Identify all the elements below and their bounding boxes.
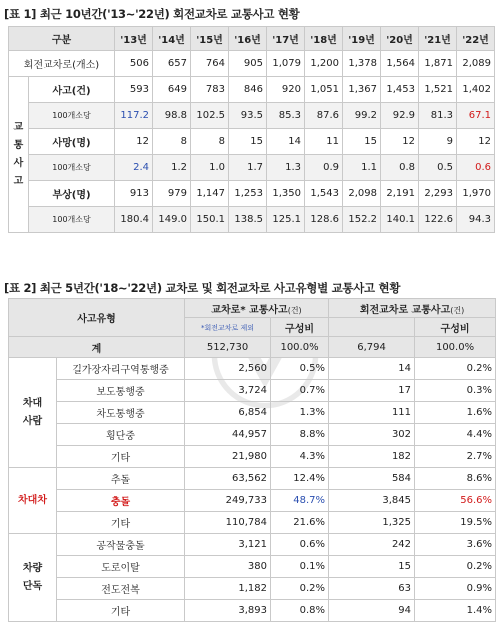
- group-label-line: 차량: [22, 562, 43, 574]
- accident-type-table: [8, 298, 496, 622]
- roundabout-count-cell: 764: [191, 51, 229, 77]
- intersection-share-cell: 48.7%: [271, 490, 329, 512]
- table2-header-row-1: [9, 299, 496, 318]
- group-label: [9, 534, 57, 622]
- intersection-count-cell: 249,733: [185, 490, 271, 512]
- group-label-char: 고: [13, 175, 24, 187]
- intersection-share-cell: 12.4%: [271, 468, 329, 490]
- type-cell: 공작물충돌: [57, 534, 185, 556]
- roundabout-count-cell: 1,564: [381, 51, 419, 77]
- roundabout-count-cell: 905: [229, 51, 267, 77]
- intersection-header-text: 교차로* 교통사고: [211, 304, 288, 316]
- roundabout-count-cell: 111: [329, 402, 415, 424]
- accident-type-row: [9, 534, 496, 556]
- group-label-char: 교: [13, 121, 24, 133]
- intersection-count-cell: 110,784: [185, 512, 271, 534]
- accident-type-row: [9, 468, 496, 490]
- year-header: '16년: [229, 27, 267, 51]
- injuries-cell: 979: [153, 181, 191, 207]
- injuries-per100-cell: 138.5: [229, 207, 267, 233]
- injuries-cell: 1,350: [267, 181, 305, 207]
- deaths-per100-cell: 1.1: [343, 155, 381, 181]
- deaths-cell: 15: [229, 129, 267, 155]
- injuries-per100-cell: 152.2: [343, 207, 381, 233]
- accident-type-row: [9, 556, 496, 578]
- intersection-unit: (건): [287, 305, 302, 315]
- intersection-note-text: *회전교차로 제외: [200, 323, 255, 332]
- roundabout-count-cell: 182: [329, 446, 415, 468]
- type-cell: 길가장자리구역통행중: [57, 358, 185, 380]
- accidents-per100-cell: 81.3: [419, 103, 457, 129]
- injuries-cell: 1,543: [305, 181, 343, 207]
- roundabout-share-cell: 4.4%: [415, 424, 496, 446]
- roundabout-share-header: 구성비: [415, 318, 496, 337]
- intersection-note: [185, 318, 271, 337]
- accidents-cell: 1,521: [419, 77, 457, 103]
- accidents-cell: 783: [191, 77, 229, 103]
- year-header: '21년: [419, 27, 457, 51]
- accidents-row: [9, 77, 495, 103]
- deaths-per100-row: [9, 155, 495, 181]
- intersection-share-cell: 0.7%: [271, 380, 329, 402]
- intersection-count-cell: 2,560: [185, 358, 271, 380]
- roundabout-share-cell: 1.4%: [415, 600, 496, 622]
- deaths-cell: 11: [305, 129, 343, 155]
- injuries-per100-label: 100개소당: [29, 207, 115, 233]
- accidents-per100-cell: 67.1: [457, 103, 495, 129]
- intersection-header: [185, 299, 329, 318]
- header-label: 구분: [9, 27, 115, 51]
- injuries-cell: 1,970: [457, 181, 495, 207]
- deaths-per100-cell: 1.0: [191, 155, 229, 181]
- type-cell: 횡단중: [57, 424, 185, 446]
- roundabout-count-cell: 1,325: [329, 512, 415, 534]
- type-cell: 기타: [57, 446, 185, 468]
- injuries-cell: 2,098: [343, 181, 381, 207]
- accidents-per100-cell: 98.8: [153, 103, 191, 129]
- accidents-per100-label: 100개소당: [29, 103, 115, 129]
- traffic-accident-group-label: [9, 77, 29, 233]
- accident-type-row: [9, 446, 496, 468]
- accidents-cell: 1,367: [343, 77, 381, 103]
- table1-title: [표 1] 최근 10년간('13~'22년) 회전교차로 교통사고 현황: [4, 7, 300, 21]
- deaths-per100-cell: 1.2: [153, 155, 191, 181]
- accident-type-row: [9, 358, 496, 380]
- accidents-per100-cell: 87.6: [305, 103, 343, 129]
- group-label-line: 차대: [22, 397, 43, 409]
- roundabout-share-cell: 1.6%: [415, 402, 496, 424]
- intersection-count-cell: 1,182: [185, 578, 271, 600]
- accidents-cell: 920: [267, 77, 305, 103]
- total-rnd-share: 100.0%: [415, 337, 496, 358]
- roundabout-count-cell: 17: [329, 380, 415, 402]
- deaths-cell: 12: [381, 129, 419, 155]
- deaths-per100-cell: 0.6: [457, 155, 495, 181]
- accident-type-row: [9, 578, 496, 600]
- accidents-cell: 1,402: [457, 77, 495, 103]
- roundabout-share-cell: 0.2%: [415, 358, 496, 380]
- injuries-cell: 2,191: [381, 181, 419, 207]
- intersection-share-cell: 0.6%: [271, 534, 329, 556]
- intersection-count-cell: 6,854: [185, 402, 271, 424]
- year-header: '18년: [305, 27, 343, 51]
- roundabout-count-subheader: [329, 318, 415, 337]
- total-int-count: 512,730: [185, 337, 271, 358]
- intersection-count-cell: 380: [185, 556, 271, 578]
- injuries-per100-cell: 180.4: [115, 207, 153, 233]
- roundabout-count-cell: 3,845: [329, 490, 415, 512]
- year-header: '22년: [457, 27, 495, 51]
- intersection-share-header: 구성비: [271, 318, 329, 337]
- deaths-row: [9, 129, 495, 155]
- intersection-share-cell: 0.5%: [271, 358, 329, 380]
- accident-type-row: [9, 424, 496, 446]
- intersection-count-cell: 63,562: [185, 468, 271, 490]
- accidents-per100-cell: 102.5: [191, 103, 229, 129]
- year-header: '14년: [153, 27, 191, 51]
- accident-type-row: [9, 490, 496, 512]
- intersection-count-cell: 21,980: [185, 446, 271, 468]
- type-cell: 기타: [57, 600, 185, 622]
- injuries-per100-cell: 128.6: [305, 207, 343, 233]
- year-header: '20년: [381, 27, 419, 51]
- deaths-cell: 12: [457, 129, 495, 155]
- roundabout-count-cell: 63: [329, 578, 415, 600]
- accidents-per100-cell: 117.2: [115, 103, 153, 129]
- intersection-count-cell: 3,724: [185, 380, 271, 402]
- intersection-share-cell: 0.2%: [271, 578, 329, 600]
- deaths-per100-cell: 1.3: [267, 155, 305, 181]
- injuries-per100-cell: 140.1: [381, 207, 419, 233]
- accidents-cell: 846: [229, 77, 267, 103]
- group-label-char: 통: [13, 139, 24, 151]
- injuries-row: [9, 181, 495, 207]
- deaths-per100-cell: 0.9: [305, 155, 343, 181]
- injuries-per100-cell: 125.1: [267, 207, 305, 233]
- group-label-line: 차대차: [18, 494, 47, 506]
- intersection-share-cell: 8.8%: [271, 424, 329, 446]
- injuries-per100-cell: 149.0: [153, 207, 191, 233]
- accident-type-rows: [9, 358, 496, 622]
- injuries-per100-cell: 122.6: [419, 207, 457, 233]
- roundabout-count-cell: 302: [329, 424, 415, 446]
- accident-type-row: [9, 512, 496, 534]
- type-cell: 기타: [57, 512, 185, 534]
- roundabout-share-cell: 0.9%: [415, 578, 496, 600]
- roundabout-share-cell: 0.2%: [415, 556, 496, 578]
- roundabout-count-cell: 94: [329, 600, 415, 622]
- year-header: '13년: [115, 27, 153, 51]
- total-rnd-count: 6,794: [329, 337, 415, 358]
- accidents-per100-row: [9, 103, 495, 129]
- type-cell: 차도통행중: [57, 402, 185, 424]
- deaths-cell: 8: [153, 129, 191, 155]
- roundabout-count-cell: 506: [115, 51, 153, 77]
- intersection-share-cell: 1.3%: [271, 402, 329, 424]
- deaths-per100-cell: 2.4: [115, 155, 153, 181]
- injuries-cell: 2,293: [419, 181, 457, 207]
- accident-type-row: [9, 380, 496, 402]
- deaths-cell: 15: [343, 129, 381, 155]
- roundabout-count-cell: 1,871: [419, 51, 457, 77]
- year-header: '19년: [343, 27, 381, 51]
- accidents-per100-cell: 99.2: [343, 103, 381, 129]
- accident-trend-table: [8, 26, 495, 233]
- injuries-label: 부상(명): [29, 181, 115, 207]
- intersection-share-cell: 0.8%: [271, 600, 329, 622]
- injuries-cell: 913: [115, 181, 153, 207]
- roundabout-count-cell: 242: [329, 534, 415, 556]
- injuries-per100-cell: 150.1: [191, 207, 229, 233]
- deaths-per100-cell: 0.8: [381, 155, 419, 181]
- roundabout-count-cell: 1,079: [267, 51, 305, 77]
- injuries-cell: 1,147: [191, 181, 229, 207]
- intersection-share-cell: 21.6%: [271, 512, 329, 534]
- accidents-cell: 593: [115, 77, 153, 103]
- roundabout-count-cell: 1,378: [343, 51, 381, 77]
- roundabout-header: [329, 299, 496, 318]
- type-cell: 충돌: [57, 490, 185, 512]
- deaths-label: 사망(명): [29, 129, 115, 155]
- accidents-cell: 649: [153, 77, 191, 103]
- intersection-count-cell: 3,121: [185, 534, 271, 556]
- deaths-per100-label: 100개소당: [29, 155, 115, 181]
- total-int-share: 100.0%: [271, 337, 329, 358]
- accidents-cell: 1,051: [305, 77, 343, 103]
- roundabout-share-cell: 19.5%: [415, 512, 496, 534]
- type-cell: 전도전복: [57, 578, 185, 600]
- type-header: 사고유형: [9, 299, 185, 337]
- deaths-cell: 8: [191, 129, 229, 155]
- year-header: '17년: [267, 27, 305, 51]
- table2-title: [표 2] 최근 5년간('18~'22년) 교차로 및 회전교차로 사고유형별 교통사고 현황: [4, 281, 401, 295]
- type-cell: 추돌: [57, 468, 185, 490]
- roundabout-unit: (건): [450, 305, 465, 315]
- roundabout-share-cell: 0.3%: [415, 380, 496, 402]
- accidents-per100-cell: 85.3: [267, 103, 305, 129]
- accidents-per100-cell: 92.9: [381, 103, 419, 129]
- group-label-line: 단독: [22, 580, 43, 592]
- table1-header-row: [9, 27, 495, 51]
- accidents-cell: 1,453: [381, 77, 419, 103]
- roundabout-share-cell: 3.6%: [415, 534, 496, 556]
- roundabout-share-cell: 56.6%: [415, 490, 496, 512]
- accident-type-row: [9, 402, 496, 424]
- year-header: '15년: [191, 27, 229, 51]
- roundabout-count-cell: 657: [153, 51, 191, 77]
- deaths-cell: 12: [115, 129, 153, 155]
- accidents-label: 사고(건): [29, 77, 115, 103]
- injuries-per100-cell: 94.3: [457, 207, 495, 233]
- roundabout-count-label: 회전교차로(개소): [9, 51, 115, 77]
- total-row: [9, 337, 496, 358]
- deaths-cell: 14: [267, 129, 305, 155]
- roundabout-share-cell: 2.7%: [415, 446, 496, 468]
- injuries-per100-row: [9, 207, 495, 233]
- group-label-char: 사: [13, 157, 24, 169]
- roundabout-count-row: [9, 51, 495, 77]
- roundabout-count-cell: 15: [329, 556, 415, 578]
- intersection-share-cell: 0.1%: [271, 556, 329, 578]
- accidents-per100-cell: 93.5: [229, 103, 267, 129]
- roundabout-count-cell: 2,089: [457, 51, 495, 77]
- type-cell: 보도통행중: [57, 380, 185, 402]
- deaths-cell: 9: [419, 129, 457, 155]
- roundabout-count-cell: 1,200: [305, 51, 343, 77]
- intersection-count-cell: 44,957: [185, 424, 271, 446]
- accident-type-row: [9, 600, 496, 622]
- roundabout-count-cell: 584: [329, 468, 415, 490]
- intersection-share-cell: 4.3%: [271, 446, 329, 468]
- total-label: 계: [9, 337, 185, 358]
- roundabout-count-cell: 14: [329, 358, 415, 380]
- group-label-line: 사람: [22, 415, 43, 427]
- injuries-cell: 1,253: [229, 181, 267, 207]
- deaths-per100-cell: 0.5: [419, 155, 457, 181]
- deaths-per100-cell: 1.7: [229, 155, 267, 181]
- roundabout-share-cell: 8.6%: [415, 468, 496, 490]
- type-cell: 도로이탈: [57, 556, 185, 578]
- group-label: [9, 358, 57, 468]
- intersection-count-cell: 3,893: [185, 600, 271, 622]
- group-label: [9, 468, 57, 534]
- roundabout-header-text: 회전교차로 교통사고: [359, 304, 451, 316]
